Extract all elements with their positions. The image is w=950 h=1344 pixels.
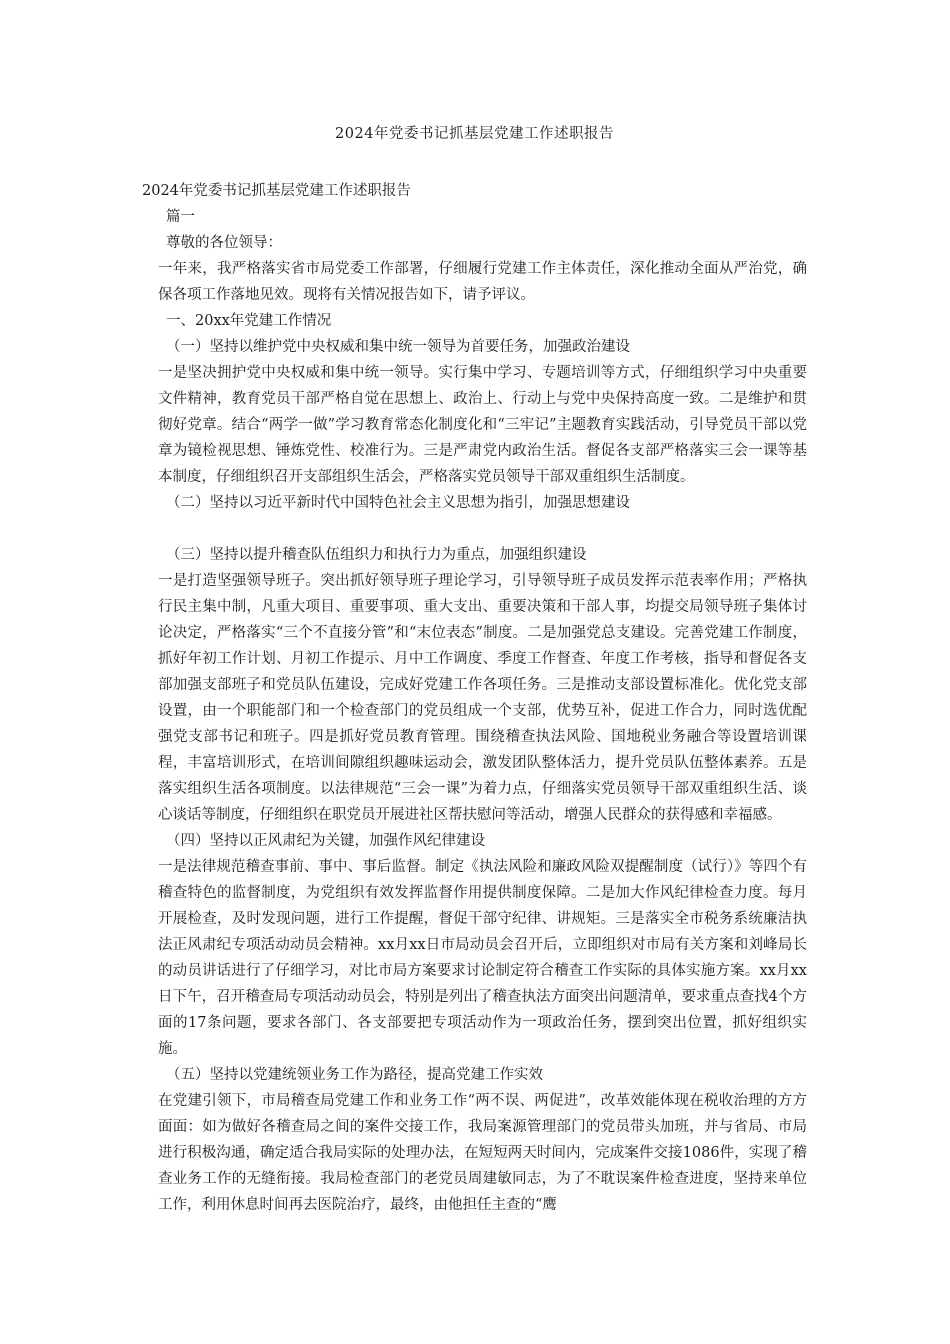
intro-paragraph: 一年来，我严格落实省市局党委工作部署，仔细履行党建工作主体责任，深化推动全面从严治党，确保各项工作落地见效。现将有关情况报告如下，请予评议。 <box>158 261 807 303</box>
document-page <box>142 122 807 1218</box>
paragraph-1: 一是坚决拥护党中央权威和集中统一领导。实行集中学习、专题培训等方式，仔细组织学习中央重要文件精神，教育党员干部严格自觉在思想上、政治上、行动上与党中央保持高度一致。二是维护和贯彻好党章。结合“两学一做”学习教育常态化制度化和“三牢记”主题教育实践活动，引导党员干部以党章为镜检视思想、锤炼党性、校准行为。三是严肃党内政治生活。督促各支部严格落实三会一课等基本制度，仔细组织召开支部组织生活会，严格落实党员领导干部双重组织生活制度。 <box>158 365 807 485</box>
section-heading-1: 一、20xx年党建工作情况 <box>166 313 332 329</box>
subheading-5: （五）坚持以党建统领业务工作为路径，提高党建工作实效 <box>166 1067 543 1083</box>
paragraph-4: 一是法律规范稽查事前、事中、事后监督。制定《执法风险和廉政风险双提醒制度（试行）》等四个有稽查特色的监督制度，为党组织有效发挥监督作用提供制度保障。二是加大作风纪律检查力度。每月开展检查，及时发现问题，进行工作提醒，督促干部守纪律、讲规矩。三是落实全市税务系统廉洁执法正风肃纪专项活动动员会精神。xx月xx日市局动员会召开后，立即组织对市局有关方案和刘峰局长的动员讲话进行了仔细学习，对比市局方案要求讨论制定符合稽查工作实际的具体实施方案。xx月xx日下午，召开稽查局专项活动动员会，特别是列出了稽查执法方面突出问题清单，要求重点查找4个方面的17条问题，要求各部门、各支部要把专项活动作为一项政治任务，摆到突出位置，抓好组织实施。 <box>158 859 807 1057</box>
subheading-2: （二）坚持以习近平新时代中国特色社会主义思想为指引，加强思想建设 <box>166 495 630 511</box>
subheading-1: （一）坚持以维护党中央权威和集中统一领导为首要任务，加强政治建设 <box>166 339 630 355</box>
part-label: 篇一 <box>166 209 195 225</box>
document-subtitle: 2024年党委书记抓基层党建工作述职报告 <box>142 183 411 199</box>
paragraph-5: 在党建引领下，市局稽查局党建工作和业务工作“两不误、两促进”，改革效能体现在税收治理的方方面面：如为做好各稽查局之间的案件交接工作，我局案源管理部门的党员带头加班，并与省局、市局进行积极沟通，确定适合我局实际的处理办法，在短短两天时间内，完成案件交接1086件，实现了稽查业务工作的无缝衔接。我局检查部门的老党员周建敏同志，为了不耽误案件检查进度，坚持来单位工作，利用休息时间再去医院治疗，最终，由他担任主查的“鹰 <box>158 1093 807 1213</box>
subheading-3: （三）坚持以提升稽查队伍组织力和执行力为重点，加强组织建设 <box>166 547 587 563</box>
blank-gap <box>142 516 807 542</box>
document-title: 2024年党委书记抓基层党建工作述职报告 <box>335 126 614 142</box>
paragraph-3: 一是打造坚强领导班子。突出抓好领导班子理论学习，引导领导班子成员发挥示范表率作用；严格执行民主集中制，凡重大项目、重要事项、重大支出、重要决策和干部人事，均提交局领导班子集体讨论决定，严格落实“三个不直接分管”和“末位表态”制度。二是加强党总支建设。完善党建工作制度，抓好年初工作计划、月初工作提示、月中工作调度、季度工作督查、年度工作考核，指导和督促各支部加强支部班子和党员队伍建设，完成好党建工作各项任务。三是推动支部设置标准化。优化党支部设置，由一个职能部门和一个检查部门的党员组成一个支部，优势互补，促进工作合力，同时选优配强党支部书记和班子。四是抓好党员教育管理。围绕稽查执法风险、国地税业务融合等设置培训课程，丰富培训形式，在培训间隙组织趣味运动会，激发团队整体活力，提升党员队伍整体素养。五是落实组织生活各项制度。以法律规范“三会一课”为着力点，仔细落实党员领导干部双重组织生活、谈心谈话等制度，仔细组织在职党员开展进社区帮扶慰问等活动，增强人民群众的获得感和幸福感。 <box>158 573 807 823</box>
subheading-4: （四）坚持以正风肃纪为关键，加强作风纪律建设 <box>166 833 485 849</box>
salutation: 尊敬的各位领导： <box>166 235 282 251</box>
